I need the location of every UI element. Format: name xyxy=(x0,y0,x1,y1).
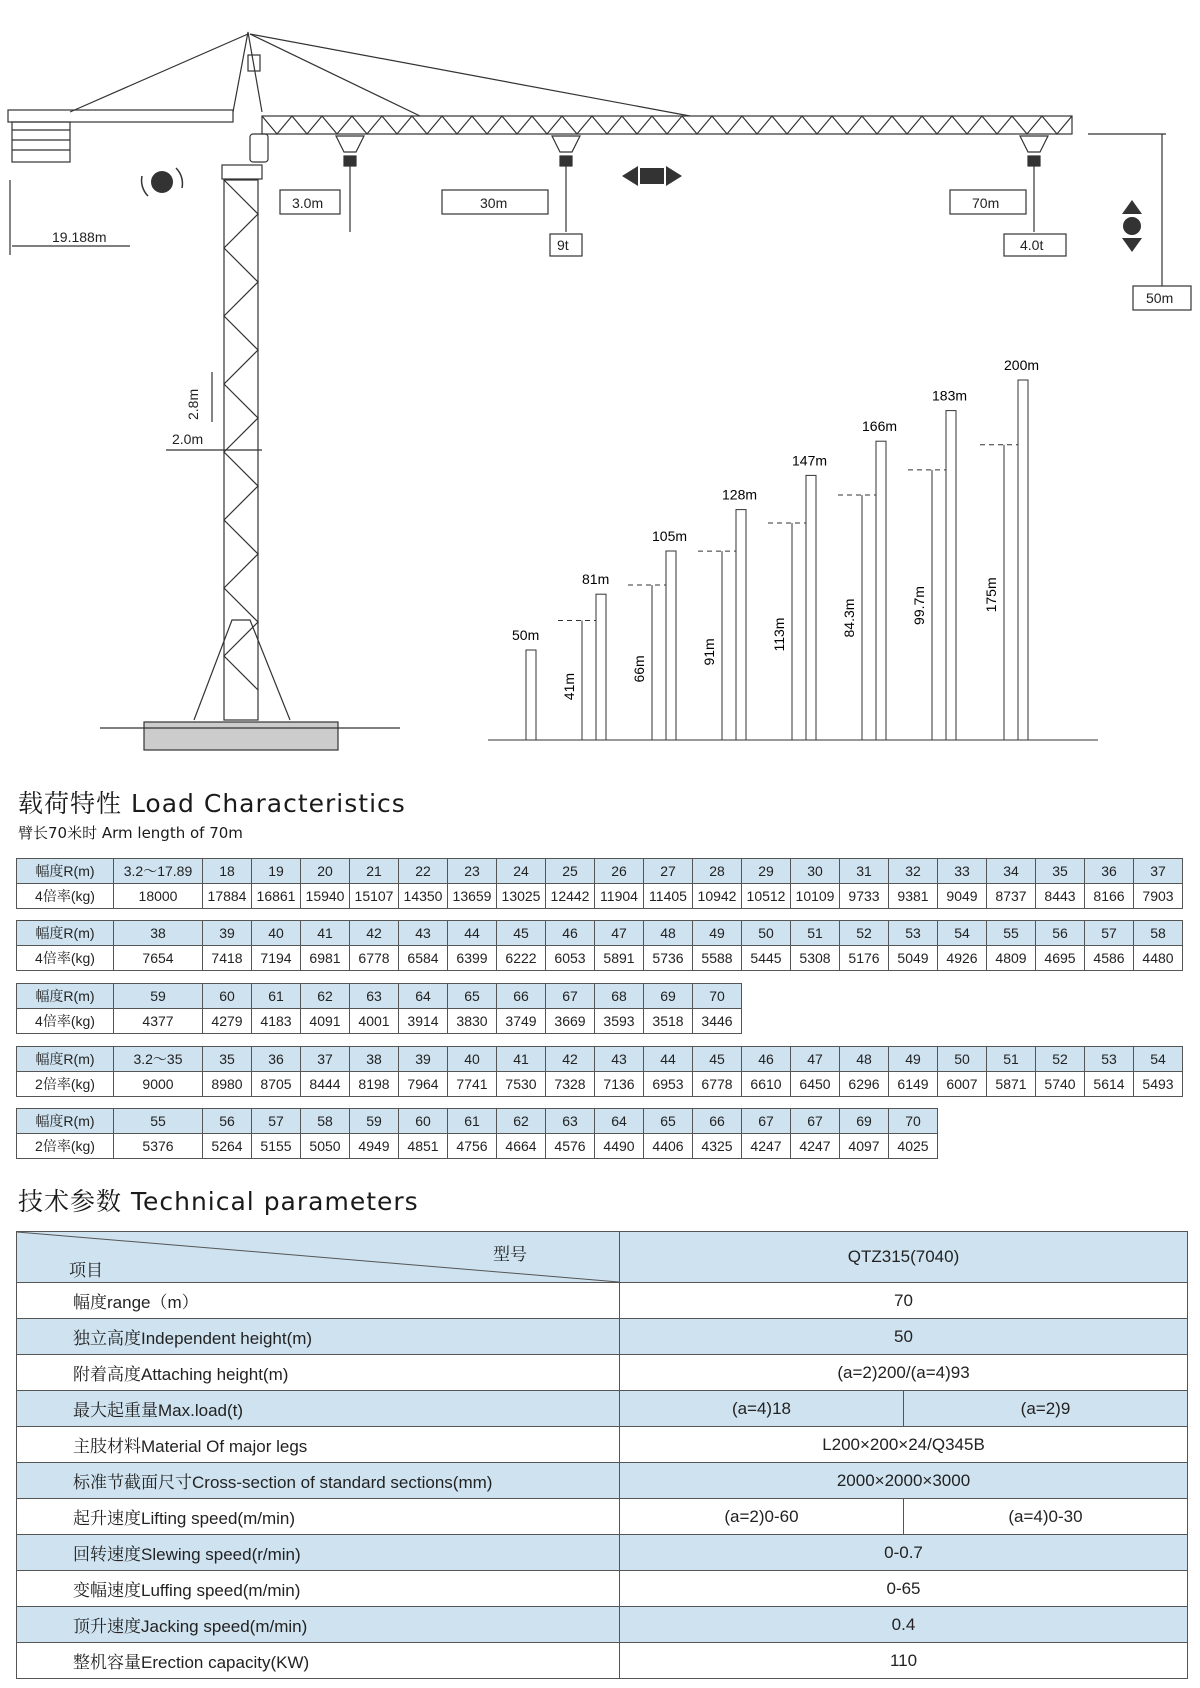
load-cell: 11405 xyxy=(644,884,693,909)
tech-value: 70 xyxy=(620,1283,1188,1319)
load-cell: 7136 xyxy=(595,1072,644,1097)
range-cell: 61 xyxy=(448,1109,497,1134)
range-cell: 65 xyxy=(448,984,497,1009)
load-cell: 4576 xyxy=(546,1134,595,1159)
load-cell: 11904 xyxy=(595,884,644,909)
load-cell: 4480 xyxy=(1134,946,1183,971)
height-bar xyxy=(876,441,886,740)
tech-label: 标准节截面尺寸Cross-section of standard sections(mm) xyxy=(17,1463,620,1499)
dim-section-height: 2.8m xyxy=(185,388,201,420)
range-cell: 55 xyxy=(114,1109,203,1134)
load-subtitle: 臂长70米时 Arm length of 70m xyxy=(18,824,243,842)
range-cell: 47 xyxy=(791,1047,840,1072)
load-cell: 6450 xyxy=(791,1072,840,1097)
range-cell: 48 xyxy=(840,1047,889,1072)
load-cell: 7418 xyxy=(203,946,252,971)
range-cell: 28 xyxy=(693,859,742,884)
range-cell: 18 xyxy=(203,859,252,884)
load-cell: 4851 xyxy=(399,1134,448,1159)
range-cell: 43 xyxy=(399,921,448,946)
load-row xyxy=(17,1009,742,1034)
load-cell: 7194 xyxy=(252,946,301,971)
load-cell: 9000 xyxy=(114,1072,203,1097)
range-cell: 44 xyxy=(448,921,497,946)
range-cell: 54 xyxy=(1134,1047,1183,1072)
load-cell: 15107 xyxy=(350,884,399,909)
range-cell: 36 xyxy=(252,1047,301,1072)
height-total-label: 128m xyxy=(722,486,758,503)
load-cell: 14350 xyxy=(399,884,448,909)
load-cell: 4091 xyxy=(301,1009,350,1034)
load-cell: 5376 xyxy=(114,1134,203,1159)
load-cell: 9733 xyxy=(840,884,889,909)
range-cell: 56 xyxy=(203,1109,252,1134)
range-cell: 23 xyxy=(448,859,497,884)
range-cell: 40 xyxy=(448,1047,497,1072)
dim-mid-radius: 30m xyxy=(480,195,508,211)
height-tie-label: 113m xyxy=(771,617,787,652)
range-cell: 19 xyxy=(252,859,301,884)
tech-value: (a=2)200/(a=4)93 xyxy=(620,1355,1188,1391)
trolley-travel-icon xyxy=(622,166,682,186)
range-cell: 36 xyxy=(1085,859,1134,884)
range-cell: 63 xyxy=(546,1109,595,1134)
load-cell: 6953 xyxy=(644,1072,693,1097)
range-cell: 55 xyxy=(987,921,1036,946)
range-cell: 43 xyxy=(595,1047,644,1072)
load-cell: 4490 xyxy=(595,1134,644,1159)
range-cell: 30 xyxy=(791,859,840,884)
range-cell: 39 xyxy=(203,921,252,946)
range-cell: 47 xyxy=(595,921,644,946)
tech-label: 幅度range（m） xyxy=(17,1283,620,1319)
range-cell: 52 xyxy=(840,921,889,946)
range-cell: 62 xyxy=(497,1109,546,1134)
range-cell: 48 xyxy=(644,921,693,946)
load-cell: 6296 xyxy=(840,1072,889,1097)
tech-row xyxy=(17,1391,1188,1427)
range-cell: 57 xyxy=(1085,921,1134,946)
height-bar xyxy=(946,411,956,740)
load-cell: 5740 xyxy=(1036,1072,1085,1097)
height-bar xyxy=(666,551,676,740)
load-table xyxy=(16,983,742,1034)
load-cell: 3749 xyxy=(497,1009,546,1034)
load-cell: 8444 xyxy=(301,1072,350,1097)
tech-value: 0-0.7 xyxy=(620,1535,1188,1571)
height-bar xyxy=(526,650,536,740)
foundation xyxy=(144,722,338,750)
range-cell: 56 xyxy=(1036,921,1085,946)
tech-row xyxy=(17,1607,1188,1643)
range-cell: 58 xyxy=(1134,921,1183,946)
operator-cab xyxy=(250,134,268,162)
height-tie-label: 91m xyxy=(701,638,717,666)
range-cell: 38 xyxy=(350,1047,399,1072)
load-cell: 6222 xyxy=(497,946,546,971)
range-cell: 64 xyxy=(399,984,448,1009)
load-cell: 8443 xyxy=(1036,884,1085,909)
tech-row xyxy=(17,1283,1188,1319)
range-cell: 65 xyxy=(644,1109,693,1134)
load-cell: 5050 xyxy=(301,1134,350,1159)
load-table xyxy=(16,1108,938,1159)
load-cell: 4695 xyxy=(1036,946,1085,971)
tech-label: 主肢材料Material Of major legs xyxy=(17,1427,620,1463)
range-cell: 24 xyxy=(497,859,546,884)
range-cell: 69 xyxy=(644,984,693,1009)
range-label: 幅度R(m) xyxy=(17,1047,114,1072)
crane-diagram xyxy=(0,0,1200,780)
range-cell: 69 xyxy=(840,1109,889,1134)
range-cell: 66 xyxy=(693,1109,742,1134)
height-tie-label: 99.7m xyxy=(911,586,927,625)
trolley-1 xyxy=(336,136,364,152)
load-cell: 5588 xyxy=(693,946,742,971)
tech-value: 0.4 xyxy=(620,1607,1188,1643)
range-cell: 39 xyxy=(399,1047,448,1072)
load-cell: 13025 xyxy=(497,884,546,909)
range-cell: 67 xyxy=(546,984,595,1009)
tech-value: L200×200×24/Q345B xyxy=(620,1427,1188,1463)
tech-row xyxy=(17,1463,1188,1499)
height-bars xyxy=(488,357,1098,740)
range-cell: 54 xyxy=(938,921,987,946)
load-cell: 17884 xyxy=(203,884,252,909)
range-cell: 37 xyxy=(301,1047,350,1072)
load-cell: 8705 xyxy=(252,1072,301,1097)
load-cell: 7964 xyxy=(399,1072,448,1097)
load-cell: 10109 xyxy=(791,884,840,909)
dim-tip-radius: 70m xyxy=(972,195,1000,211)
range-row xyxy=(17,921,1183,946)
range-cell: 67 xyxy=(742,1109,791,1134)
tech-value: (a=2)0-60 xyxy=(620,1499,904,1535)
dim-hook-min: 3.0m xyxy=(292,195,324,211)
range-cell: 37 xyxy=(1134,859,1183,884)
load-label: 4倍率(kg) xyxy=(17,946,114,971)
trolley-2 xyxy=(552,136,580,152)
load-cell: 6399 xyxy=(448,946,497,971)
load-cell: 4279 xyxy=(203,1009,252,1034)
height-total-label: 200m xyxy=(1004,357,1040,373)
range-cell: 41 xyxy=(301,921,350,946)
load-cell: 5445 xyxy=(742,946,791,971)
load-cell: 3446 xyxy=(693,1009,742,1034)
dim-free-height: 50m xyxy=(1146,290,1174,306)
range-cell: 57 xyxy=(252,1109,301,1134)
range-label: 幅度R(m) xyxy=(17,859,114,884)
header-model: 型号 xyxy=(493,1245,527,1264)
height-total-label: 183m xyxy=(932,387,968,404)
range-cell: 68 xyxy=(595,984,644,1009)
range-cell: 31 xyxy=(840,859,889,884)
load-cell: 18000 xyxy=(114,884,203,909)
load-label: 4倍率(kg) xyxy=(17,884,114,909)
load-table xyxy=(16,858,1183,909)
range-cell: 67 xyxy=(791,1109,840,1134)
range-cell: 58 xyxy=(301,1109,350,1134)
range-cell: 38 xyxy=(114,921,203,946)
load-cell: 4097 xyxy=(840,1134,889,1159)
load-cell: 6053 xyxy=(546,946,595,971)
load-cell: 4183 xyxy=(252,1009,301,1034)
range-cell: 52 xyxy=(1036,1047,1085,1072)
tech-row xyxy=(17,1319,1188,1355)
range-cell: 64 xyxy=(595,1109,644,1134)
load-cell: 10512 xyxy=(742,884,791,909)
range-cell: 49 xyxy=(693,921,742,946)
tower-head xyxy=(233,32,262,112)
tech-table xyxy=(16,1231,1188,1679)
load-cell: 3593 xyxy=(595,1009,644,1034)
load-cell: 4949 xyxy=(350,1134,399,1159)
range-cell: 53 xyxy=(889,921,938,946)
hoist-icon xyxy=(1122,200,1142,252)
height-bar xyxy=(806,475,816,740)
load-cell: 7903 xyxy=(1134,884,1183,909)
range-label: 幅度R(m) xyxy=(17,921,114,946)
tech-row xyxy=(17,1427,1188,1463)
load-cell: 4586 xyxy=(1085,946,1134,971)
range-cell: 63 xyxy=(350,984,399,1009)
height-tie-label: 41m xyxy=(561,672,577,701)
load-cell: 8198 xyxy=(350,1072,399,1097)
range-cell: 44 xyxy=(644,1047,693,1072)
range-cell: 42 xyxy=(350,921,399,946)
load-cell: 7654 xyxy=(114,946,203,971)
trolley-3 xyxy=(1020,136,1048,152)
height-tie-label: 66m xyxy=(631,655,647,683)
load-label: 2倍率(kg) xyxy=(17,1072,114,1097)
load-cell: 13659 xyxy=(448,884,497,909)
slewing-icon xyxy=(151,171,173,193)
range-cell: 3.2～17.89 xyxy=(114,859,203,884)
range-cell: 33 xyxy=(938,859,987,884)
height-bar xyxy=(596,594,606,740)
tech-row xyxy=(17,1571,1188,1607)
load-cell: 4756 xyxy=(448,1134,497,1159)
load-cell: 7741 xyxy=(448,1072,497,1097)
range-cell: 27 xyxy=(644,859,693,884)
load-cell: 6149 xyxy=(889,1072,938,1097)
height-total-label: 81m xyxy=(582,571,610,588)
load-cell: 4325 xyxy=(693,1134,742,1159)
load-cell: 6007 xyxy=(938,1072,987,1097)
range-cell: 70 xyxy=(693,984,742,1009)
tech-value: 0-65 xyxy=(620,1571,1188,1607)
load-cell: 5155 xyxy=(252,1134,301,1159)
dim-mid-load: 9t xyxy=(557,237,569,253)
load-cell: 6778 xyxy=(350,946,399,971)
tech-label: 回转速度Slewing speed(r/min) xyxy=(17,1535,620,1571)
range-cell: 46 xyxy=(546,921,595,946)
tech-row xyxy=(17,1499,1188,1535)
range-cell: 25 xyxy=(546,859,595,884)
dim-section-width: 2.0m xyxy=(172,431,204,447)
load-cell: 7530 xyxy=(497,1072,546,1097)
load-cell: 4247 xyxy=(742,1134,791,1159)
range-cell: 70 xyxy=(889,1109,938,1134)
range-cell: 51 xyxy=(987,1047,1036,1072)
tech-header-label-cell xyxy=(17,1232,620,1283)
range-cell: 29 xyxy=(742,859,791,884)
load-cell: 4001 xyxy=(350,1009,399,1034)
range-cell: 3.2～35 xyxy=(114,1047,203,1072)
tech-label: 顶升速度Jacking speed(m/min) xyxy=(17,1607,620,1643)
height-tie-label: 175m xyxy=(983,577,999,613)
load-cell: 6584 xyxy=(399,946,448,971)
tech-label: 附着高度Attaching height(m) xyxy=(17,1355,620,1391)
load-cell: 5176 xyxy=(840,946,889,971)
load-cell: 5049 xyxy=(889,946,938,971)
load-cell: 6778 xyxy=(693,1072,742,1097)
mast-lacing xyxy=(224,180,258,690)
load-cell: 4377 xyxy=(114,1009,203,1034)
load-cell: 4406 xyxy=(644,1134,693,1159)
tech-row xyxy=(17,1535,1188,1571)
load-row xyxy=(17,946,1183,971)
range-cell: 22 xyxy=(399,859,448,884)
counter-jib xyxy=(8,110,233,122)
range-label: 幅度R(m) xyxy=(17,984,114,1009)
range-label: 幅度R(m) xyxy=(17,1109,114,1134)
load-title: 载荷特性 Load Characteristics xyxy=(18,789,406,818)
load-cell: 5736 xyxy=(644,946,693,971)
counterweight xyxy=(12,122,70,162)
load-cell: 8980 xyxy=(203,1072,252,1097)
tech-value: (a=4)0-30 xyxy=(903,1499,1187,1535)
base-legs xyxy=(194,620,290,720)
range-cell: 26 xyxy=(595,859,644,884)
load-label: 4倍率(kg) xyxy=(17,1009,114,1034)
model-name: QTZ315(7040) xyxy=(620,1232,1188,1283)
load-cell: 5264 xyxy=(203,1134,252,1159)
height-bar xyxy=(1018,380,1028,740)
jib-lacing xyxy=(262,116,1072,134)
tech-value: (a=4)18 xyxy=(620,1391,904,1427)
load-cell: 16861 xyxy=(252,884,301,909)
load-cell: 10942 xyxy=(693,884,742,909)
load-cell: 4025 xyxy=(889,1134,938,1159)
range-cell: 32 xyxy=(889,859,938,884)
range-cell: 60 xyxy=(203,984,252,1009)
load-cell: 6610 xyxy=(742,1072,791,1097)
range-cell: 20 xyxy=(301,859,350,884)
height-total-label: 147m xyxy=(792,452,828,469)
load-row xyxy=(17,1134,938,1159)
load-cell: 8737 xyxy=(987,884,1036,909)
height-bar xyxy=(736,510,746,740)
range-cell: 62 xyxy=(301,984,350,1009)
tech-header-row xyxy=(17,1232,1188,1283)
tech-label: 整机容量Erection capacity(KW) xyxy=(17,1643,620,1679)
tech-row xyxy=(17,1643,1188,1679)
tech-label: 独立高度Independent height(m) xyxy=(17,1319,620,1355)
range-row xyxy=(17,1109,938,1134)
height-total-label: 105m xyxy=(652,528,688,544)
load-cell: 4247 xyxy=(791,1134,840,1159)
load-table xyxy=(16,920,1183,971)
range-cell: 53 xyxy=(1085,1047,1134,1072)
load-cell: 5308 xyxy=(791,946,840,971)
load-cell: 5871 xyxy=(987,1072,1036,1097)
range-cell: 45 xyxy=(693,1047,742,1072)
load-cell: 5493 xyxy=(1134,1072,1183,1097)
tech-row xyxy=(17,1355,1188,1391)
load-cell: 4809 xyxy=(987,946,1036,971)
load-cell: 9049 xyxy=(938,884,987,909)
range-row xyxy=(17,1047,1183,1072)
height-total-label: 50m xyxy=(512,627,540,643)
load-cell: 4664 xyxy=(497,1134,546,1159)
tech-title: 技术参数 Technical parameters xyxy=(18,1187,419,1216)
tech-value: 50 xyxy=(620,1319,1188,1355)
load-cell: 12442 xyxy=(546,884,595,909)
height-tie-label: 84.3m xyxy=(841,598,857,638)
range-cell: 34 xyxy=(987,859,1036,884)
load-cell: 3914 xyxy=(399,1009,448,1034)
load-cell: 4926 xyxy=(938,946,987,971)
load-label: 2倍率(kg) xyxy=(17,1134,114,1159)
load-cell: 7328 xyxy=(546,1072,595,1097)
dim-tip-load: 4.0t xyxy=(1020,237,1044,253)
range-cell: 42 xyxy=(546,1047,595,1072)
tech-value: 2000×2000×3000 xyxy=(620,1463,1188,1499)
range-cell: 50 xyxy=(742,921,791,946)
range-cell: 59 xyxy=(114,984,203,1009)
tech-label: 最大起重量Max.load(t) xyxy=(17,1391,620,1427)
load-row xyxy=(17,1072,1183,1097)
height-total-label: 166m xyxy=(862,418,898,435)
load-cell: 5614 xyxy=(1085,1072,1134,1097)
range-cell: 51 xyxy=(791,921,840,946)
range-cell: 46 xyxy=(742,1047,791,1072)
load-cell: 3830 xyxy=(448,1009,497,1034)
tech-label: 变幅速度Luffing speed(m/min) xyxy=(17,1571,620,1607)
range-cell: 35 xyxy=(203,1047,252,1072)
range-row xyxy=(17,859,1183,884)
range-cell: 45 xyxy=(497,921,546,946)
range-cell: 61 xyxy=(252,984,301,1009)
load-cell: 15940 xyxy=(301,884,350,909)
range-cell: 66 xyxy=(497,984,546,1009)
tech-value: (a=2)9 xyxy=(903,1391,1187,1427)
load-cell: 9381 xyxy=(889,884,938,909)
range-cell: 59 xyxy=(350,1109,399,1134)
dim-counter-jib: 19.188m xyxy=(52,229,107,245)
load-cell: 3518 xyxy=(644,1009,693,1034)
load-row xyxy=(17,884,1183,909)
range-cell: 49 xyxy=(889,1047,938,1072)
load-cell: 3669 xyxy=(546,1009,595,1034)
header-item: 项目 xyxy=(69,1261,103,1280)
load-cell: 6981 xyxy=(301,946,350,971)
range-cell: 40 xyxy=(252,921,301,946)
tech-label: 起升速度Lifting speed(m/min) xyxy=(17,1499,620,1535)
range-cell: 60 xyxy=(399,1109,448,1134)
range-cell: 41 xyxy=(497,1047,546,1072)
range-cell: 35 xyxy=(1036,859,1085,884)
range-row xyxy=(17,984,742,1009)
range-cell: 21 xyxy=(350,859,399,884)
load-cell: 8166 xyxy=(1085,884,1134,909)
range-cell: 50 xyxy=(938,1047,987,1072)
load-table xyxy=(16,1046,1183,1097)
load-cell: 5891 xyxy=(595,946,644,971)
tech-value: 110 xyxy=(620,1643,1188,1679)
